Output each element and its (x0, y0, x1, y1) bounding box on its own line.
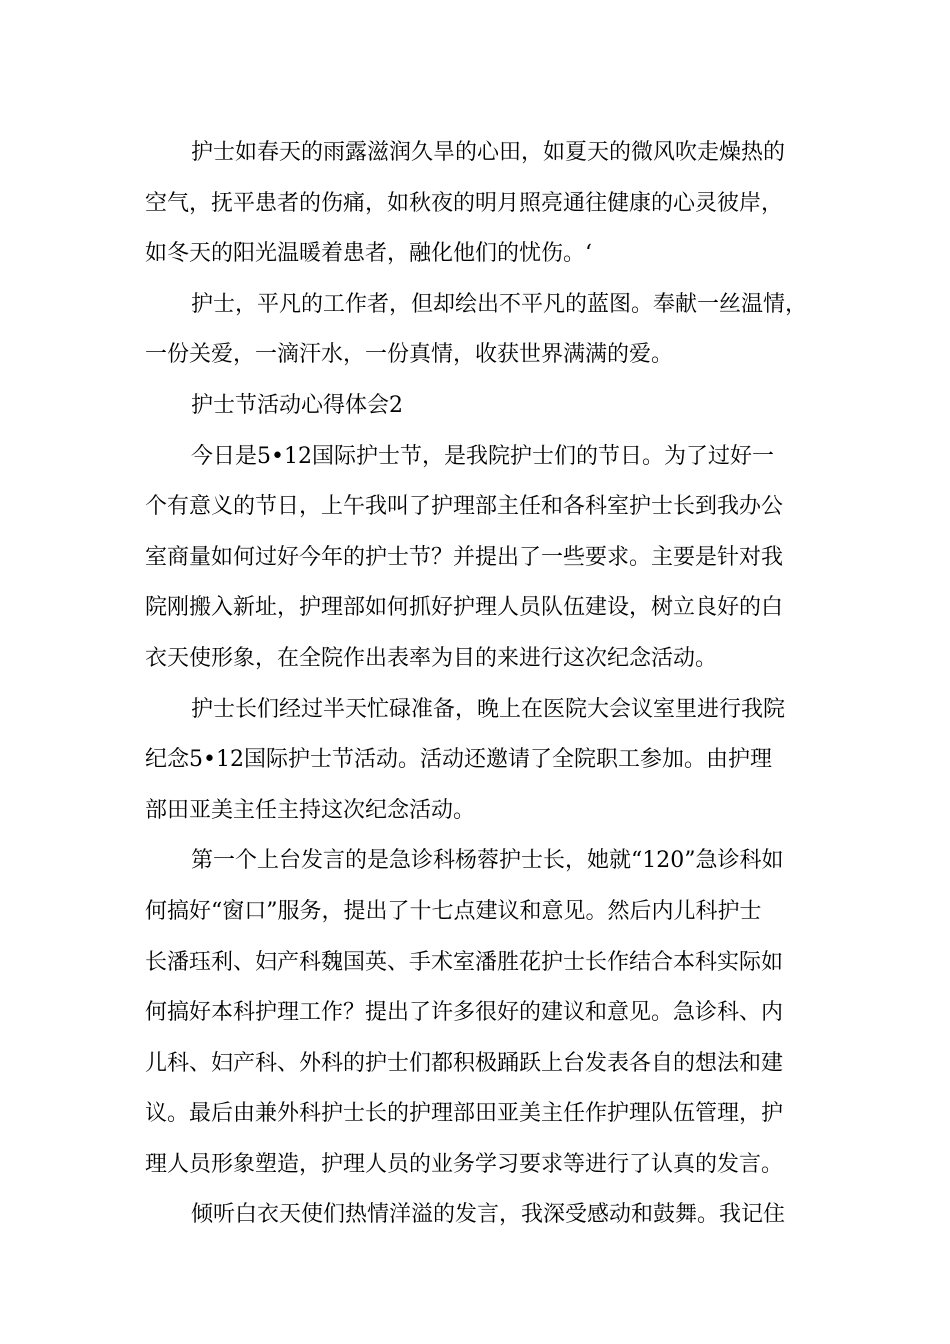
text-line: 空气，抚平患者的伤痛，如秋夜的明月照亮通往健康的心灵彼岸， (145, 190, 784, 216)
text-line: 护士长们经过半天忙碌准备，晚上在医院大会议室里进行我院 (191, 696, 786, 722)
text-line: 护士，平凡的工作者，但却绘出不平凡的蓝图。奉献一丝温情， (191, 291, 808, 317)
paragraph-6 (145, 1190, 815, 1241)
section-heading (145, 381, 815, 432)
paragraph-4 (145, 685, 815, 837)
text-line: 衣天使形象，在全院作出表率为目的来进行这次纪念活动。 (145, 645, 718, 671)
text-line: 纪念5•12国际护士节活动。活动还邀请了全院职工参加。由护理 (145, 747, 772, 773)
document-body (145, 128, 815, 1241)
text-line: 理人员形象塑造，护理人员的业务学习要求等进行了认真的发言。 (145, 1151, 784, 1177)
paragraph-3 (145, 432, 815, 685)
text-line: 室商量如何过好今年的护士节？并提出了一些要求。主要是针对我 (145, 544, 784, 570)
text-line: 今日是5•12国际护士节，是我院护士们的节日。为了过好一 (191, 443, 774, 469)
paragraph-2 (145, 280, 815, 381)
text-line: 一份关爱，一滴汗水，一份真情，收获世界满满的爱。 (145, 342, 674, 368)
text-line: 护士如春天的雨露滋润久旱的心田，如夏天的微风吹走燥热的 (191, 140, 786, 165)
text-line: 何搞好本科护理工作？提出了许多很好的建议和意见。急诊科、内 (145, 1000, 784, 1026)
text-line: 个有意义的节日，上午我叫了护理部主任和各科室护士长到我办公 (145, 494, 784, 520)
text-line: 长潘珏利、妇产科魏国英、手术室潘胜花护士长作结合本科实际如 (145, 949, 784, 975)
heading-text: 护士节活动心得体会2 (191, 392, 403, 418)
text-line: 第一个上台发言的是急诊科杨蓉护士长，她就“120”急诊科如 (191, 848, 784, 874)
text-line: 倾听白衣天使们热情洋溢的发言，我深受感动和鼓舞。我记住 (191, 1202, 786, 1228)
text-line: 儿科、妇产科、外科的护士们都积极踊跃上台发表各自的想法和建 (145, 1050, 784, 1076)
paragraph-5 (145, 836, 815, 1190)
paragraph-1 (145, 128, 815, 280)
text-line: 院刚搬入新址，护理部如何抓好护理人员队伍建设，树立良好的白 (145, 595, 784, 621)
text-line: 部田亚美主任主持这次纪念活动。 (145, 797, 476, 823)
text-line: 议。最后由兼外科护士长的护理部田亚美主任作护理队伍管理，护 (145, 1101, 784, 1127)
text-line: 如冬天的阳光温暖着患者，融化他们的忧伤。‘ (145, 241, 592, 267)
text-line: 何搞好“窗口”服务，提出了十七点建议和意见。然后内儿科护士 (145, 898, 762, 924)
